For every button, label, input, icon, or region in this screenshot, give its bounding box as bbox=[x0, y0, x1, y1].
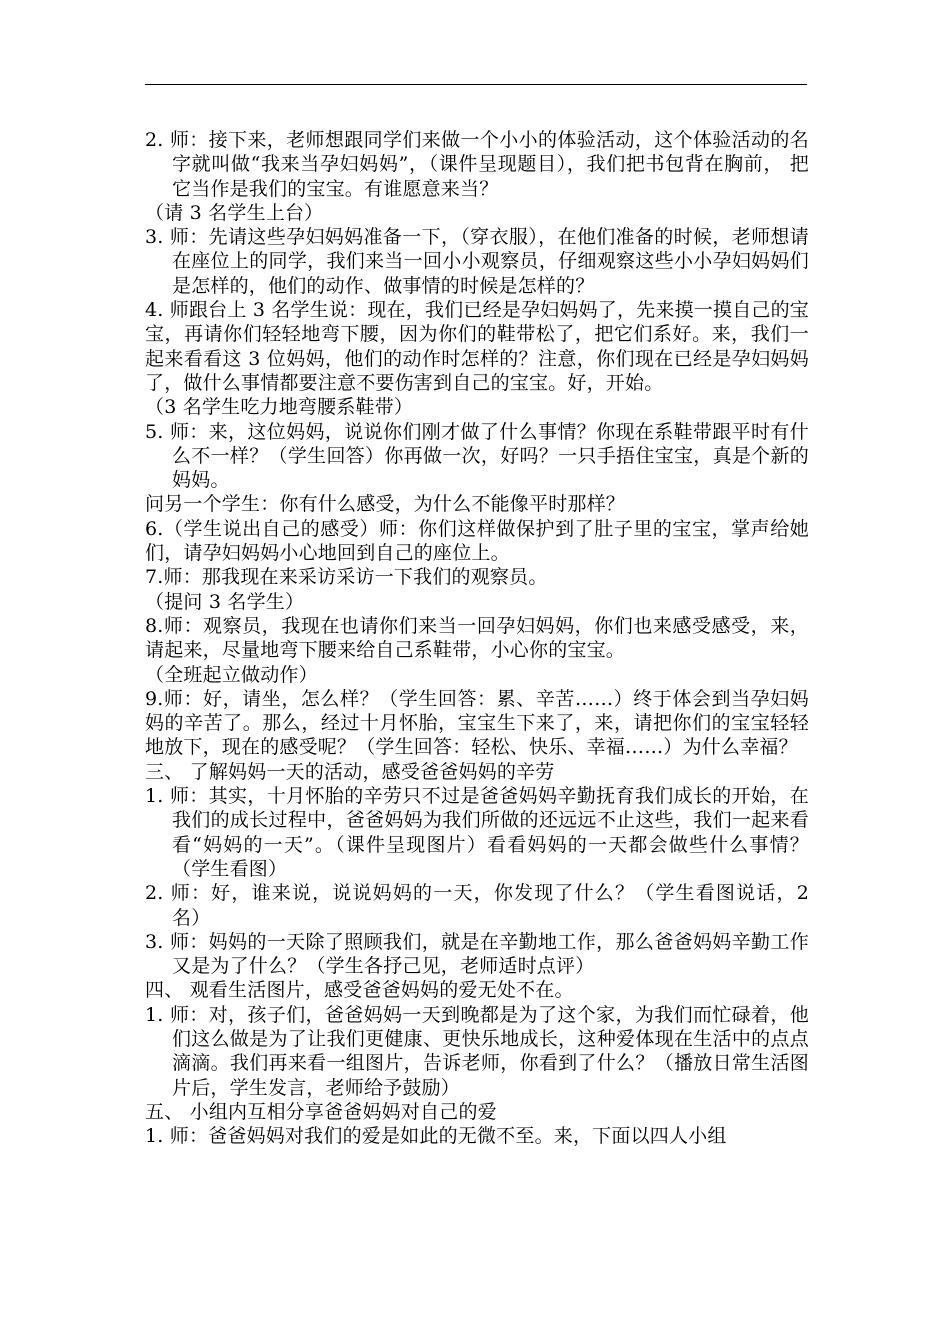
section-heading: 五、 小组内互相分享爸爸妈妈对自己的爱 bbox=[145, 1100, 497, 1123]
section-heading: 三、 了解妈妈一天的活动，感受爸爸妈妈的辛劳 bbox=[145, 760, 555, 783]
paragraph: 3. 师：妈妈的一天除了照顾我们，就是在辛勤地工作，那么爸爸妈妈辛勤工作又是为了什么？（学生各抒己见，老师适时点评） bbox=[145, 930, 809, 978]
header-rule bbox=[145, 84, 807, 85]
paragraph: 3. 师：先请这些孕妇妈妈准备一下，（穿衣服），在他们准备的时候，老师想请在座位上的同学，我们来当一回小小观察员，仔细观察这些小小孕妇妈妈们是怎样的，他们的动作、做事情的时候是怎样的？ bbox=[145, 226, 809, 297]
paragraph: 2. 师：好，谁来说，说说妈妈的一天，你发现了什么？（学生看图说话，2 名） bbox=[145, 882, 809, 929]
paragraph: 7.师：那我现在来采访采访一下我们的观察员。 bbox=[145, 566, 548, 589]
paragraph: 1. 师：爸爸妈妈对我们的爱是如此的无微不至。来，下面以四人小组 bbox=[145, 1125, 727, 1148]
document-body bbox=[145, 128, 809, 1148]
paragraph: 8.师：观察员，我现在也请你们来当一回孕妇妈妈，你们也来感受感受，来，请起来，尽量地弯下腰来给自己系鞋带，小心你的宝宝。 bbox=[145, 614, 809, 662]
paragraph: 1. 师：对，孩子们，爸爸妈妈一天到晚都是为了这个家，为我们而忙碌着，他们这么做是为了让我们更健康、更快乐地成长，这种爱体现在生活中的点点滴滴。我们再来看一组图片，告诉老师，你看到了什么？（播放日常生活图片后，学生发言，老师给予鼓励） bbox=[145, 1003, 809, 1099]
paragraph: 9.师：好，请坐，怎么样？（学生回答：累、辛苦……）终于体会到当孕妇妈妈的辛苦了。那么，经过十月怀胎，宝宝生下来了，来，请把你们的宝宝轻轻地放下，现在的感受呢？（学生回答：轻松、快乐、幸福……）为什么幸福？ bbox=[145, 687, 809, 759]
paragraph: （提问 3 名学生） bbox=[145, 590, 305, 613]
section-heading: 四、 观看生活图片，感受爸爸妈妈的爱无处不在。 bbox=[145, 979, 574, 1002]
paragraph: 1. 师：其实，十月怀胎的辛劳只不过是爸爸妈妈辛勤抚育我们成长的开始，在我们的成长过程中，爸爸妈妈为我们所做的还远远不止这些，我们一起来看看“妈妈的一天”。（课件呈现图片）看看妈妈的一天都会做些什么事情？（学生看图） bbox=[145, 785, 809, 880]
paragraph: （全班起立做动作） bbox=[145, 663, 318, 686]
paragraph: 5. 师：来，这位妈妈，说说你们刚才做了什么事情？你现在系鞋带跟平时有什么不一样？（学生回答）你再做一次，好吗？一只手捂住宝宝，真是个新的妈妈。 bbox=[145, 420, 809, 492]
paragraph: （请 3 名学生上台） bbox=[145, 201, 324, 224]
paragraph: 2. 师：接下来，老师想跟同学们来做一个小小的体验活动，这个体验活动的名字就叫做“我来当孕妇妈妈”，（课件呈现题目），我们把书包背在胸前， 把它当作是我们的宝宝。有谁愿意来当？ bbox=[145, 129, 809, 200]
paragraph: 6.（学生说出自己的感受）师：你们这样做保护到了肚子里的宝宝，掌声给她们，请孕妇妈妈小心地回到自己的座位上。 bbox=[145, 517, 809, 565]
paragraph: （3 名学生吃力地弯腰系鞋带） bbox=[145, 396, 414, 419]
paragraph: 4. 师跟台上 3 名学生说：现在，我们已经是孕妇妈妈了，先来摸一摸自己的宝宝，再请你们轻轻地弯下腰，因为你们的鞋带松了，把它们系好。来，我们一起来看看这 3 位妈妈，他们的动作时怎样的？注意，你们现在已经是孕妇妈妈了，做什么事情都要注意不要伤害到自己的宝宝。好，开始。 bbox=[145, 299, 809, 394]
paragraph: 问另一个学生：你有什么感受，为什么不能像平时那样？ bbox=[145, 493, 626, 516]
